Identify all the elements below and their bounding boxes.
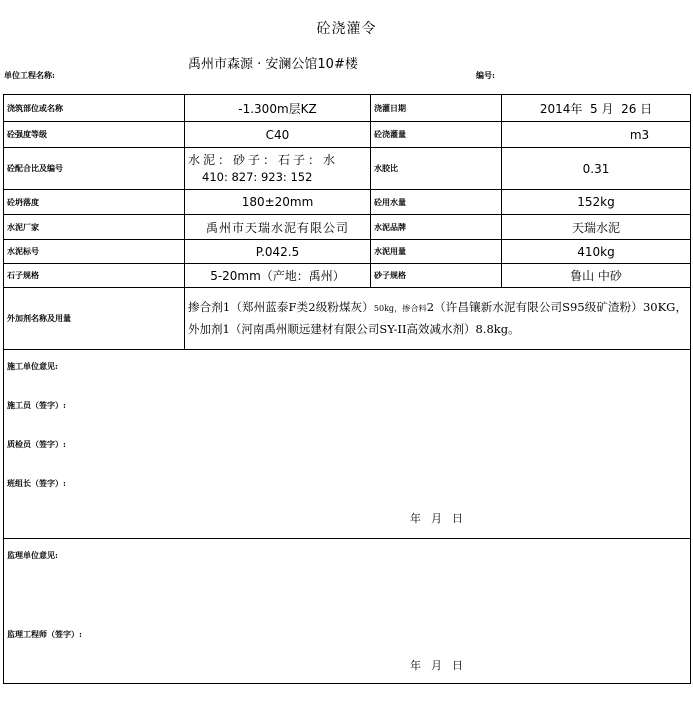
table-row	[4, 240, 691, 264]
cement-brand-label: 水泥品牌	[371, 215, 502, 240]
pour-date-month: 5 月	[590, 101, 614, 116]
mix-ratio-line2: 410: 827: 923: 152	[202, 169, 313, 184]
supervision-date-day: 日	[452, 659, 465, 672]
table-row	[4, 264, 691, 288]
admixture-value	[185, 288, 691, 350]
cement-dosage-value: 410kg	[502, 240, 691, 264]
mix-ratio-line1: 水泥：砂子：石子：水	[188, 152, 339, 167]
pour-date-day: 26 日	[621, 101, 653, 116]
cement-grade-label: 水泥标号	[4, 240, 185, 264]
sand-spec-value: 鲁山 中砂	[502, 264, 691, 288]
strength-grade-value: C40	[185, 122, 371, 148]
water-cement-value: 0.31	[502, 148, 691, 190]
admixture-label: 外加剂名称及用量	[4, 288, 185, 350]
supervision-engineer-signature-label: 监理工程师（签字）:	[7, 629, 82, 639]
unit-project-label: 单位工程名称:	[4, 70, 55, 80]
table-row	[4, 215, 691, 240]
supervision-opinion-block	[4, 539, 691, 684]
construction-date-month: 月	[431, 512, 444, 525]
supervision-opinion-label: 监理单位意见:	[7, 550, 58, 560]
slump-label: 砼坍落度	[4, 190, 185, 215]
admixture-part2: 2（许昌镶新水泥有限公司S95级矿渣粉）30KG，外加剂1（河南禹州顺远建材有限公司SY-II高效减水剂）8.8kg。	[188, 300, 687, 336]
table-row	[4, 288, 691, 350]
pour-date-value	[502, 95, 691, 122]
supervision-date-year: 年	[410, 659, 423, 672]
supervision-date	[410, 657, 473, 673]
cement-dosage-label: 水泥用量	[371, 240, 502, 264]
construction-date-year: 年	[410, 512, 423, 525]
quality-inspector-signature-label: 质检员（签字）:	[7, 439, 66, 449]
mix-ratio-value	[185, 148, 371, 190]
construction-date-day: 日	[452, 512, 465, 525]
cement-brand-value: 天瑞水泥	[502, 215, 691, 240]
pour-part-label: 浇筑部位或名称	[4, 95, 185, 122]
supervision-date-month: 月	[431, 659, 444, 672]
water-dosage-label: 砼用水量	[371, 190, 502, 215]
table-row	[4, 95, 691, 122]
number-label: 编号:	[476, 70, 495, 80]
slump-value: 180±20mm	[185, 190, 371, 215]
pour-date-year: 2014年	[539, 101, 583, 116]
cement-grade-value: P.042.5	[185, 240, 371, 264]
construction-opinion-block	[4, 350, 691, 539]
pour-volume-label: 砼浇灌量	[371, 122, 502, 148]
foreman-signature-label: 班组长（签字）:	[7, 478, 66, 488]
constructor-signature-label: 施工员（签字）:	[7, 400, 66, 410]
pour-volume-value: m3	[502, 122, 691, 148]
cement-factory-label: 水泥厂家	[4, 215, 185, 240]
table-row	[4, 148, 691, 190]
cement-factory-value: 禹州市天瑞水泥有限公司	[185, 215, 371, 240]
construction-date	[410, 510, 473, 526]
construction-opinion-row	[4, 350, 691, 539]
form-title: 砼浇灌令	[316, 21, 377, 37]
stone-spec-value: 5-20mm（产地：禹州）	[185, 264, 371, 288]
strength-grade-label: 砼强度等级	[4, 122, 185, 148]
construction-opinion-label: 施工单位意见:	[7, 361, 58, 371]
project-name: 禹州市森源 · 安澜公馆10#楼	[188, 57, 358, 72]
admixture-part1: 掺合剂1（郑州蓝泰F类2级粉煤灰）	[188, 300, 374, 314]
table-row	[4, 190, 691, 215]
stone-spec-label: 石子规格	[4, 264, 185, 288]
mix-ratio-label: 砼配合比及编号	[4, 148, 185, 190]
sand-spec-label: 砂子规格	[371, 264, 502, 288]
pour-order-table	[3, 94, 691, 684]
water-cement-label: 水胶比	[371, 148, 502, 190]
pour-part-value: -1.300m层KZ	[185, 95, 371, 122]
pour-date-label: 浇灌日期	[371, 95, 502, 122]
supervision-opinion-row	[4, 539, 691, 684]
water-dosage-value: 152kg	[502, 190, 691, 215]
table-row	[4, 122, 691, 148]
admixture-small1: 50kg，掺合料	[373, 304, 427, 313]
